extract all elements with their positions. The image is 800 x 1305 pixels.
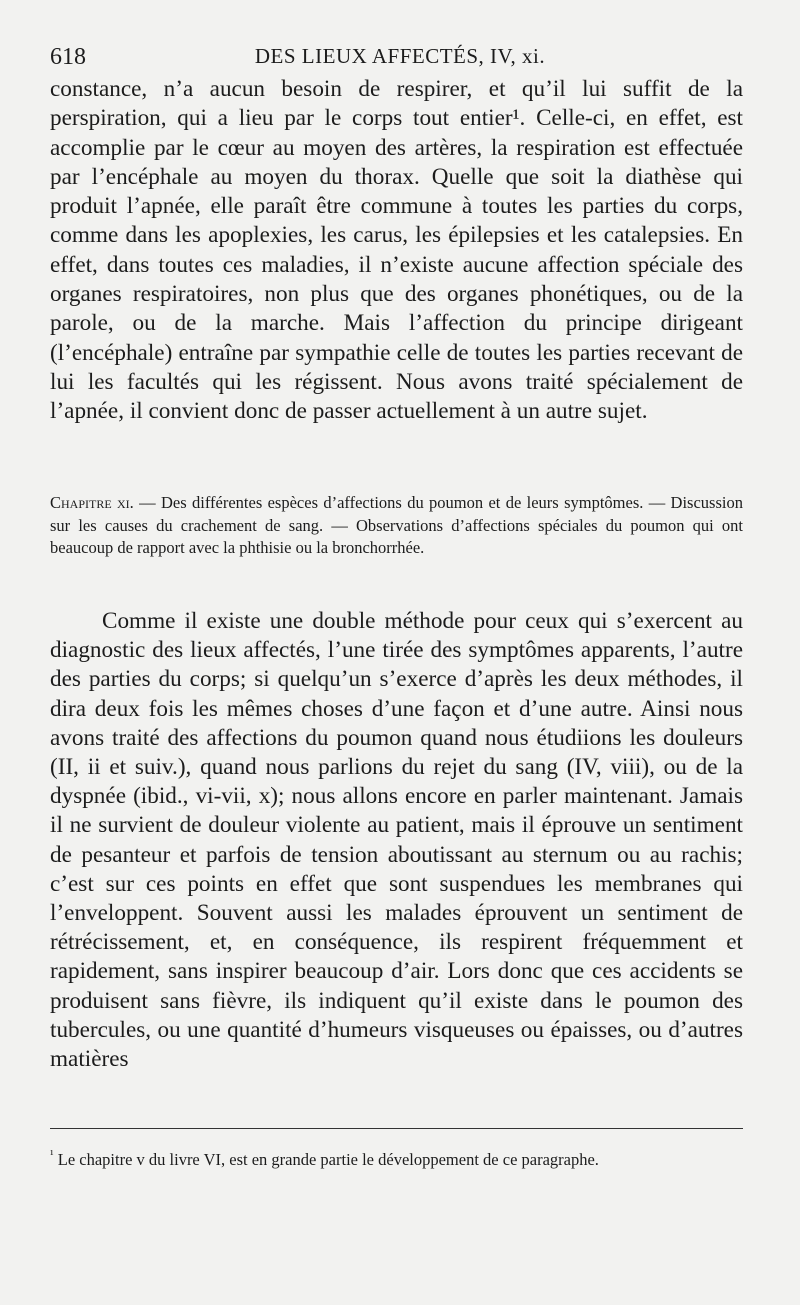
chapter-summary bbox=[50, 492, 743, 560]
chapter-label: Chapitre xi. bbox=[50, 493, 134, 512]
footnote-text: Le chapitre v du livre VI, est en grande partie le développement de ce paragraphe. bbox=[53, 1150, 599, 1169]
chapter-summary-text: — Des différentes espèces d’affections du poumon et de leurs symptômes. — Discussion sur les causes du crachement de sang. — Observations d’affections spéciales du poumon qui ont beaucoup de rapport avec la phthisie ou la bronchorrhée. bbox=[50, 493, 743, 557]
footnote-divider bbox=[50, 1128, 743, 1129]
footnote bbox=[50, 1148, 743, 1172]
body-paragraph-1 bbox=[50, 75, 743, 427]
running-title: DES LIEUX AFFECTÉS, IV, xi. bbox=[254, 44, 546, 68]
page-number: 618 bbox=[50, 44, 86, 70]
footnote-mark: ¹ bbox=[50, 1147, 54, 1162]
page-header bbox=[50, 44, 750, 76]
body-paragraph-2 bbox=[50, 607, 743, 1074]
paragraph-text: Comme il existe une double méthode pour ceux qui s’exercent au diagnostic des lieux affectés, l’une tirée des symptômes apparents, l’autre des parties du corps; si quelqu’un s’exerce d’après les deux méthodes, il dira deux fois les mêmes choses d’une façon et d’une autre. Ainsi nous avons traité des affections du poumon quand nous étudiions les douleurs (II, ii et suiv.), quand nous parlions du rejet du sang (IV, viii), ou de la dyspnée (ibid., vi-vii, x); nous allons encore en parler maintenant. Jamais il ne survient de douleur violente au patient, mais il éprouve un sentiment de pesanteur et parfois de tension aboutissant au sternum ou au rachis; c’est sur ces points en effet que sont suspendues les membranes qui l’enveloppent. Souvent aussi les malades éprouvent un sentiment de rétrécissement, et, en conséquence, ils respirent fréquemment et rapidement, sans inspirer beaucoup d’air. Lors donc que ces accidents se produisent sans fièvre, ils indiquent qu’il existe dans le poumon des tubercules, ou une quantité d’humeurs visqueuses ou épaisses, ou d’autres matières bbox=[50, 608, 743, 1073]
paragraph-text: constance, n’a aucun besoin de respirer, et qu’il lui suffit de la perspiration, qui a lieu par le corps tout entier¹. Celle-ci, en effet, est accomplie par le cœur au moyen des artères, la respiration est effectuée par l’encéphale au moyen du thorax. Quelle que soit la diathèse qui produit l’apnée, elle paraît être commune à toutes les parties du corps, comme dans les apoplexies, les carus, les épilepsies et les catalepsies. En effet, dans toutes ces maladies, il n’existe aucune affection spéciale des organes respiratoires, non plus que des organes phonétiques, ou de la parole, ou de la marche. Mais l’affection du principe dirigeant (l’encéphale) entraîne par sympathie celle de toutes les parties recevant de lui les facultés qui les régissent. Nous avons traité spécialement de l’apnée, il convient donc de passer actuellement à un autre sujet. bbox=[50, 76, 743, 425]
